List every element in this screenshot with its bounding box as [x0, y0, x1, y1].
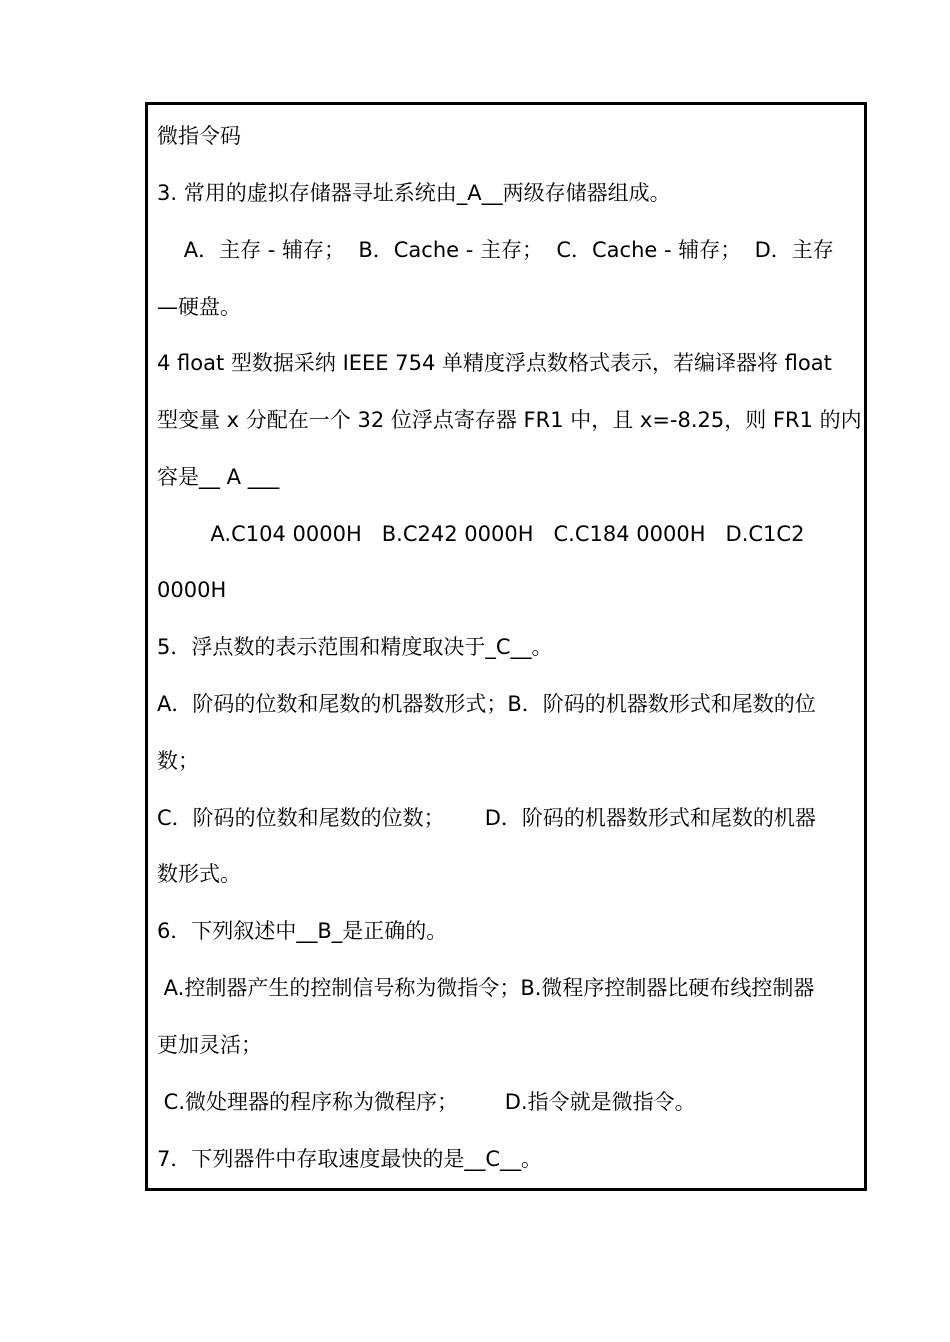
question-5-options-ab: A．阶码的位数和尾数的机器数形式；B．阶码的机器数形式和尾数的位: [157, 692, 816, 716]
question-4-stem: 4 float 型数据采纳 IEEE 754 单精度浮点数格式表示，若编译器将 float: [157, 351, 832, 375]
question-6-stem: 6．下列叙述中__B_是正确的。: [157, 919, 448, 943]
question-4-options-cont: 0000H: [157, 578, 227, 602]
question-5-options-cd-cont: 数形式。: [157, 862, 241, 886]
question-5-options-cd: C．阶码的位数和尾数的位数； D．阶码的机器数形式和尾数的机器: [157, 806, 816, 830]
question-3-options: A．主存 - 辅存； B．Cache - 主存； C．Cache - 辅存； D．主存: [157, 238, 834, 262]
question-6-options-cd: C.微处理器的程序称为微程序； D.指令就是微指令。: [157, 1090, 696, 1114]
question-4-answer: 容是__ A ___: [157, 465, 280, 489]
question-7-stem: 7．下列器件中存取速度最快的是__C__。: [157, 1147, 543, 1171]
question-5-options-ab-cont: 数；: [157, 749, 199, 773]
question-3-stem: 3. 常用的虚拟存储器寻址系统由_A__两级存储器组成。: [157, 181, 671, 205]
question-6-options-ab-cont: 更加灵活；: [157, 1033, 262, 1057]
question-6-options-ab: A.控制器产生的控制信号称为微指令；B.微程序控制器比硬布线控制器: [157, 976, 815, 1000]
text-line-1: 微指令码: [157, 124, 241, 148]
question-4-stem-cont: 型变量 x 分配在一个 32 位浮点寄存器 FR1 中，且 x=-8.25，则 FR1 的内: [157, 408, 862, 432]
question-3-options-cont: —硬盘。: [157, 295, 241, 319]
question-5-stem: 5．浮点数的表示范围和精度取决于_C__。: [157, 635, 553, 659]
question-4-options: A.C104 0000H B.C242 0000H C.C184 0000H D.C1C2: [157, 522, 805, 546]
